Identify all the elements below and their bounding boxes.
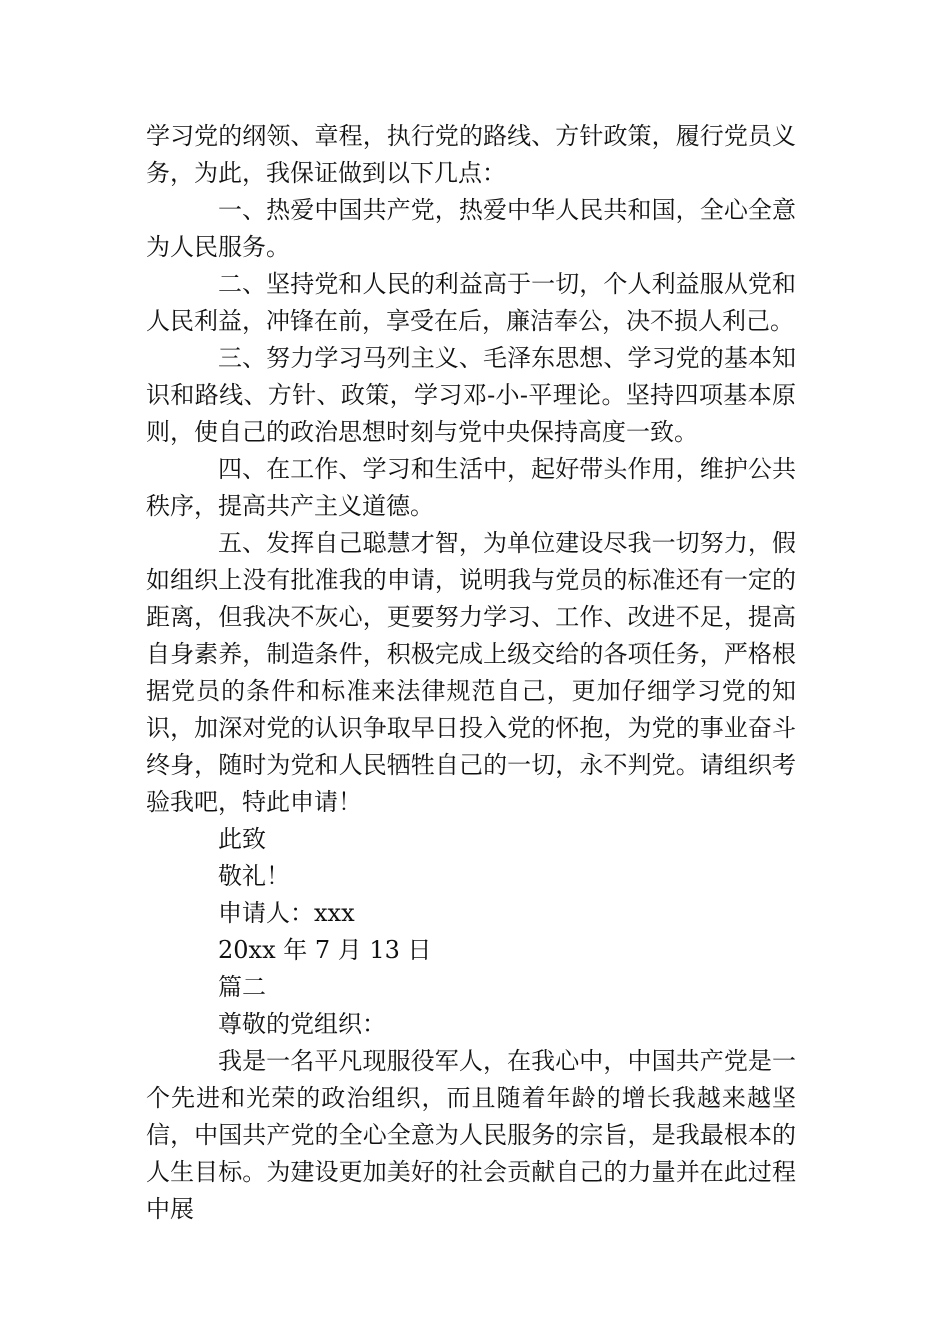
paragraph-point-four: 四、在工作、学习和生活中，起好带头作用，维护公共秩序，提高共产主义道德。 [146,455,796,520]
paragraph-point-three: 三、努力学习马列主义、毛泽东思想、学习党的基本知识和路线、方针、政策，学习邓-小-平理论。坚持四项基本原则，使自己的政治思想时刻与党中央保持高度一致。 [146,344,796,446]
applicant-signature: 申请人：xxx [218,899,355,927]
paragraph-part-two-intro: 我是一名平凡现服役军人，在我心中，中国共产党是一个先进和光荣的政治组织，而且随着年龄的增长我越来越坚信，中国共产党的全心全意为人民服务的宗旨，是我最根本的人生目标。为建设更加美好的社会贡献自己的力量并在此过程中展 [146,1047,796,1223]
paragraph-pledge-intro: 学习党的纲领、章程，执行党的路线、方针政策，履行党员义务，为此，我保证做到以下几点： [146,122,796,187]
document-body [146,118,796,1228]
letter-greeting: 尊敬的党组织： [218,1010,386,1038]
section-heading-part-two: 篇二 [218,973,266,1001]
closing-salutation: 此致 [218,825,266,853]
application-date: 20xx 年 7 月 13 日 [218,936,432,964]
paragraph-point-five: 五、发挥自己聪慧才智，为单位建设尽我一切努力，假如组织上没有批准我的申请，说明我与党员的标准还有一定的距离，但我决不灰心，更要努力学习、工作、改进不足，提高自身素养，制造条件，积极完成上级交给的各项任务，严格根据党员的条件和标准来法律规范自己，更加仔细学习党的知识，加深对党的认识争取早日投入党的怀抱，为党的事业奋斗终身，随时为党和人民牺牲自己的一切，永不判党。请组织考验我吧，特此申请！ [146,529,796,816]
closing-regards: 敬礼！ [218,862,290,890]
paragraph-point-two: 二、坚持党和人民的利益高于一切，个人利益服从党和人民利益，冲锋在前，享受在后，廉洁奉公，决不损人利己。 [146,270,796,335]
paragraph-point-one: 一、热爱中国共产党，热爱中华人民共和国，全心全意为人民服务。 [146,196,796,261]
